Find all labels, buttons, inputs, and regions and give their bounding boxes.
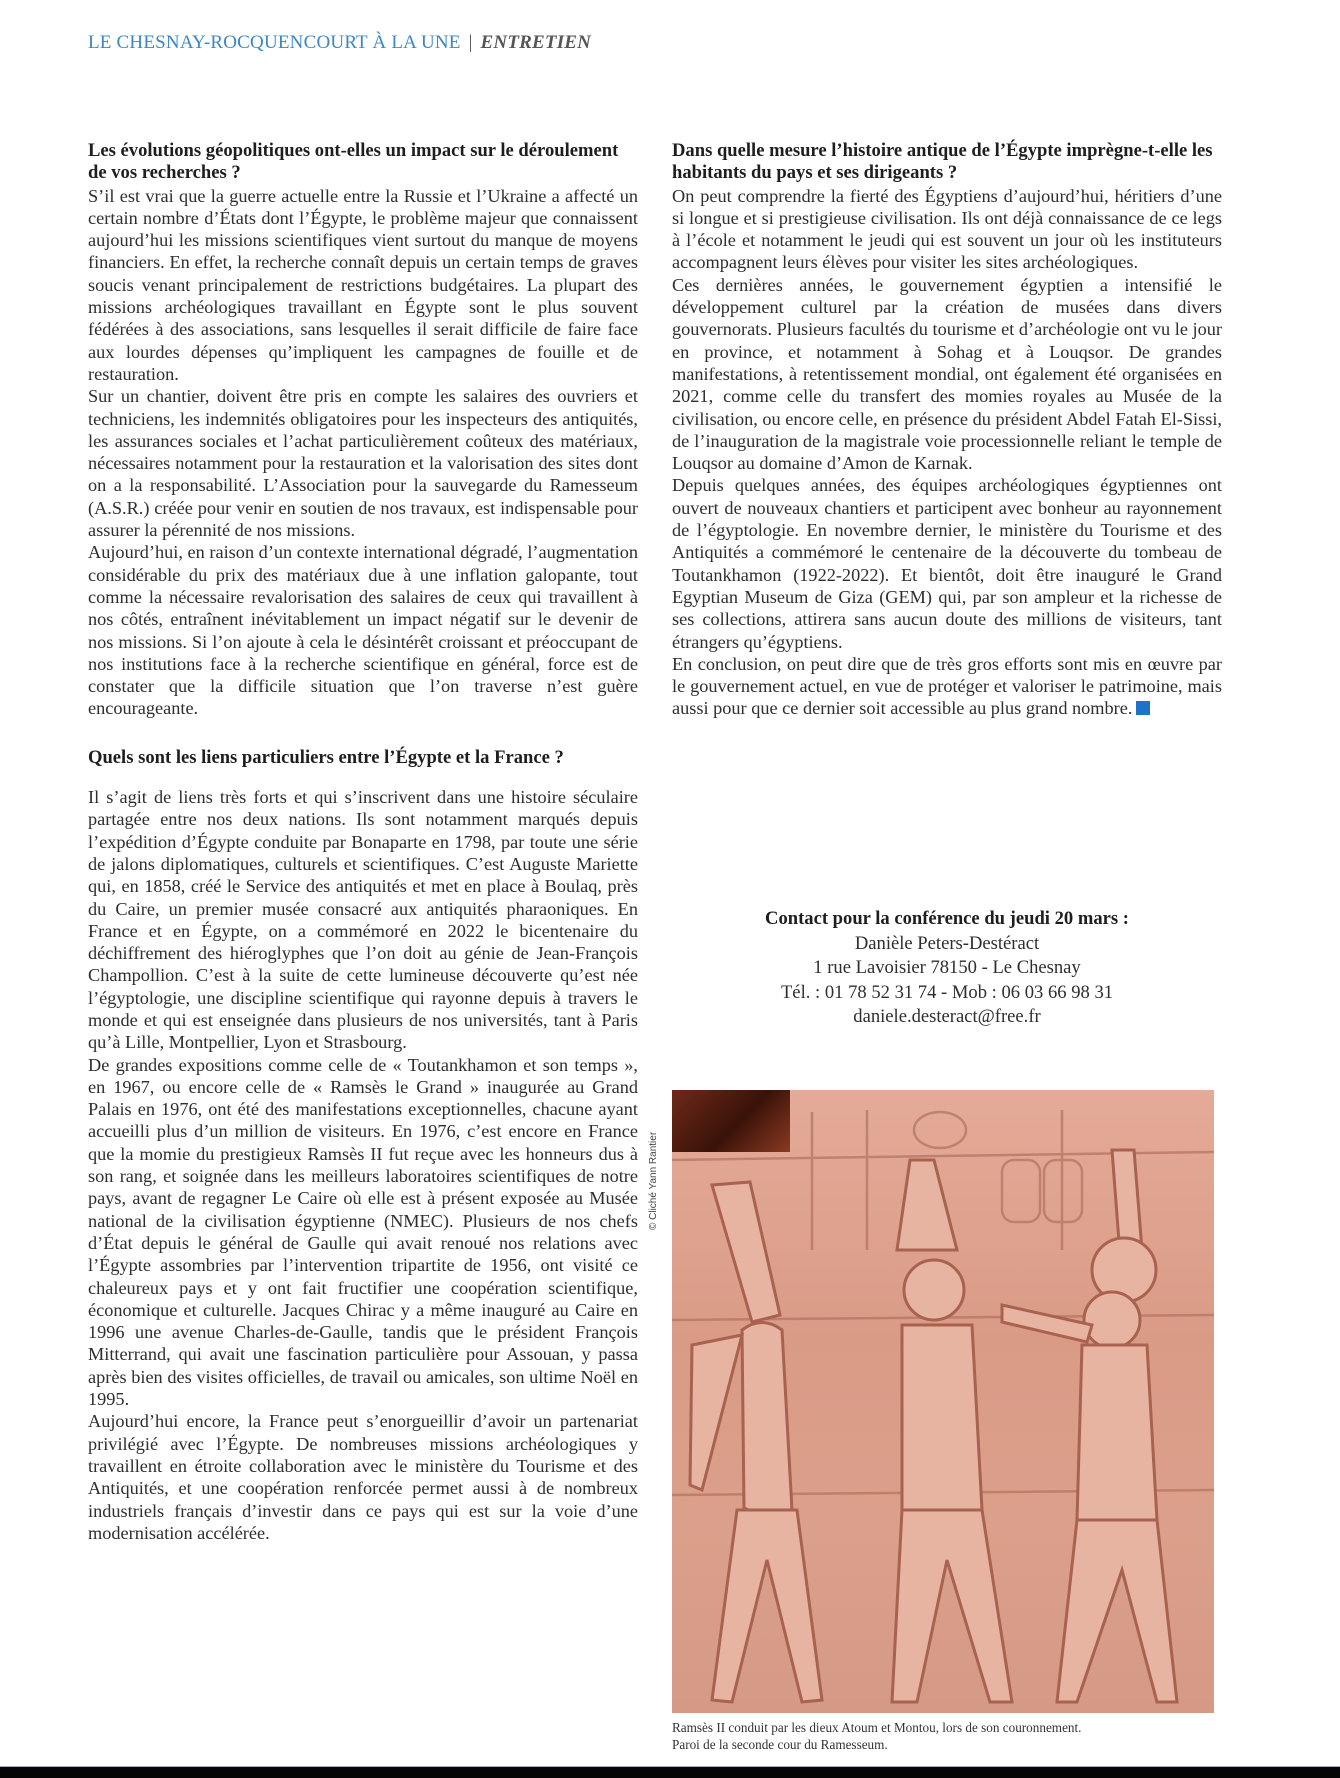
relief-photo — [672, 1090, 1214, 1713]
contact-block — [672, 907, 1222, 1030]
answer-paragraph-final — [672, 653, 1222, 720]
cartouche — [1002, 1160, 1040, 1222]
question-ancient-history: Dans quelle mesure l’histoire antique de l’Égypte imprègne-t-elle les habitants du pays et ses dirigeants ? — [672, 140, 1213, 184]
sun-disk-cartouche — [914, 1112, 966, 1148]
figure-left-body — [742, 1323, 792, 1515]
answer-paragraph: De grandes expositions comme celle de « Toutankhamon et son temps », en 1967, ou encore celle de « Ramsès le Grand » inaugurée au Grand Palais en 1976, ont été des manifestations exceptionnelles, chacune ayant accueilli plus d’un million de visiteurs. En 1976, c’est encore en France que la momie du prestigieux Ramsès II fut reçue avec les honneurs dus à son rang, et soignée dans les meilleurs laboratoires scientifiques de notre pays, avant de regagner Le Caire où elle est à présent exposée au Musée national de la civilisation égyptienne (NMEC). Plusieurs de nos chefs d’État depuis le général de Gaulle qui avait renoué nos relations avec l’Égypte assombries par l’intervention tripartite de 1956, ont visité ce chaleureux pays et y ont fait fructifier une coopération scientifique, économique et culturelle. Jacques Chirac y a même inauguré au Caire en 1996 une avenue Charles-de-Gaulle, tandis que le président François Mitterrand, qui avait une fascination particulière pour Assouan, y passa après bien des visites officielles, de travail ou amicales, son ultime Noël en 1995. — [88, 1054, 638, 1410]
section-label: ENTRETIEN — [480, 32, 592, 53]
running-head — [88, 32, 591, 54]
figure-center-body — [902, 1325, 982, 1510]
figure-left-crown — [712, 1182, 780, 1322]
contact-address: 1 rue Lavoisier 78150 - Le Chesnay — [813, 957, 1081, 978]
answer-paragraph: Aujourd’hui, en raison d’un contexte international dégradé, l’augmentation considérable du prix des matériaux due à une inflation galopante, tout comme la nécessaire revalorisation des salaires de ceux qui travaillent à nos côtés, entraînent inévitablement un impact négatif sur le devenir de nos missions. Si l’on ajoute à cela le désintérêt croissant et préoccupant de nos institutions face à la recherche scientifique en général, force est de constater que la difficile situation que l’on traverse n’est guère encourageante. — [88, 542, 638, 719]
figure-right-arm — [1002, 1305, 1092, 1342]
final-paragraph-text: En conclusion, on peut dire que de très gros efforts sont mis en œuvre par le gouvernement actuel, en vue de protéger et valoriser le patrimoine, mais aussi pour que ce dernier soit accessible au plus grand nombre. — [672, 653, 1222, 719]
contact-name: Danièle Peters-Destéract — [854, 932, 1040, 954]
header-separator: | — [468, 32, 473, 53]
relief-illustration — [672, 1090, 1214, 1713]
question-egypt-france: Quels sont les liens particuliers entre l’Égypte et la France ? — [88, 746, 564, 768]
contact-phones: Tél. : 01 78 52 31 74 - Mob : 06 03 66 98 31 — [780, 981, 1114, 1003]
photo-credit: © Cliché Yann Rantier — [648, 1131, 659, 1230]
left-column — [88, 140, 638, 1544]
figure-center-head — [904, 1260, 964, 1320]
figure-center-crown — [897, 1160, 957, 1250]
question-geopolitics: Les évolutions géopolitiques ont-elles un impact sur le déroulement de vos recherches ? — [88, 140, 619, 184]
caption-line-1: Ramsès II conduit par les dieux Atoum et Montou, lors de son couronnement. — [672, 1720, 1082, 1735]
answer-paragraph: Il s’agit de liens très forts et qui s’inscrivent dans une histoire séculaire partagée entre nos deux nations. Ils sont notamment marqués depuis l’expédition d’Égypte conduite par Bonaparte en 1798, par toute une série de jalons diplomatiques, culturels et scientifiques. C’est Auguste Mariette qui, en 1858, créé le Service des antiquités et met en place à Boulaq, près du Caire, un premier musée consacré aux antiquités pharaoniques. En France et en Égypte, on a commémoré en 2022 le bicentenaire du déchiffrement des hiéroglyphes que l’on doit au génie de Jean-François Champollion. C’est à la suite de cette lumineuse découverte qu’est née l’égyptologie, une discipline scientifique qui rayonne depuis à travers le monde et qui est enseignée dans plusieurs de nos universités, tant à Paris qu’à Lille, Montpellier, Lyon et Strasbourg. — [88, 787, 638, 1053]
answer-paragraph: On peut comprendre la fierté des Égyptiens d’aujourd’hui, héritiers d’une si longue et si prestigieuse civilisation. Ils ont déjà connaissance de ce legs à l’école et notamment le jeudi qui est souvent un jour où les instituteurs accompagnent leurs élèves pour visiter les sites archéologiques. — [672, 185, 1222, 273]
figure-right-falcon-head — [1084, 1292, 1140, 1348]
figure-left-legs — [712, 1510, 822, 1702]
page-bottom-bar — [0, 1766, 1340, 1778]
publication-name: LE CHESNAY-ROCQUENCOURT À LA UNE — [88, 32, 461, 53]
right-column — [672, 140, 1222, 720]
answer-paragraph: Ces dernières années, le gouvernement égyptien a intensifié le développement culturel par la création de musées dans divers gouvernorats. Plusieurs facultés du tourisme et d’archéologie ont vu le jour en province, et notamment à Sohag et à Louqsor. De grandes manifestations, à retentissement mondial, ont également été organisées en 2021, comme celle du transfert des momies royales au Musée de la civilisation, ou encore celle, en présence du président Abdel Fatah El-Sissi, de l’inauguration de la magistrale voie processionnelle reliant le temple de Louqsor au domaine d’Amon de Karnak. — [672, 274, 1222, 474]
answer-paragraph: Aujourd’hui encore, la France peut s’enorgueillir d’avoir un partenariat privilégié avec l’Égypte. De nombreuses missions archéologiques y travaillent en étroite collaboration avec le ministère du Tourisme et des Antiquités, et une coopération renforcée permet aussi à de nombreux industriels français d’investir dans ce pays qui est sur la voie d’une modernisation accélérée. — [88, 1411, 638, 1543]
answer-paragraph: Sur un chantier, doivent être pris en compte les salaires des ouvriers et techniciens, les indemnités obligatoires pour les inspecteurs des antiquités, les assurances sociales et l’achat particulièrement coûteux des matériaux, nécessaires notamment pour la restauration et la valorisation des sites dont on a la responsabilité. L’Association pour la sauvegarde du Ramesseum (A.S.R.) créée pour venir en soutien de nos travaux, est indispensable pour assurer la pérennité de nos missions. — [88, 386, 638, 541]
figure-right-body — [1077, 1345, 1157, 1520]
figure-right-legs — [1057, 1520, 1177, 1702]
contact-email[interactable]: daniele.desteract@free.fr — [853, 1006, 1041, 1027]
contact-title: Contact pour la conférence du jeudi 20 mars : — [765, 908, 1129, 929]
figure-center-legs — [892, 1510, 1012, 1702]
figure-left-arm — [690, 1335, 742, 1490]
caption-line-2: Paroi de la seconde cour du Ramesseum. — [672, 1737, 888, 1752]
photo-caption — [672, 1719, 1232, 1753]
answer-paragraph: Depuis quelques années, des équipes archéologiques égyptiennes ont ouvert de nouveaux chantiers et participent avec bonheur au rayonnement de l’égyptologie. En novembre dernier, le ministère du Tourisme et des Antiquités a commémoré le centenaire de la découverte du tombeau de Toutankhamon (1922-2022). Et bientôt, doit être inauguré le Grand Egyptian Museum de Giza (GEM) qui, par son ampleur et la richesse de ses collections, attirera sans aucun doute des millions de visiteurs, tant étrangers qu’égyptiens. — [672, 475, 1222, 652]
end-of-article-square-icon — [1136, 701, 1150, 715]
answer-paragraph: S’il est vrai que la guerre actuelle entre la Russie et l’Ukraine a affecté un certain nombre d’États dont l’Égypte, le problème majeur que connaissent aujourd’hui les missions scientifiques vient surtout du manque de moyens financiers. En effet, la recherche connaît depuis un certain temps de graves soucis venant principalement de restrictions budgétaires. La plupart des missions archéologiques travaillant en Égypte sont le plus souvent fédérées à des associations, sans lesquelles il serait difficile de faire face aux lourdes dépenses qu’impliquent les campagnes de fouille et de restauration. — [88, 185, 638, 384]
